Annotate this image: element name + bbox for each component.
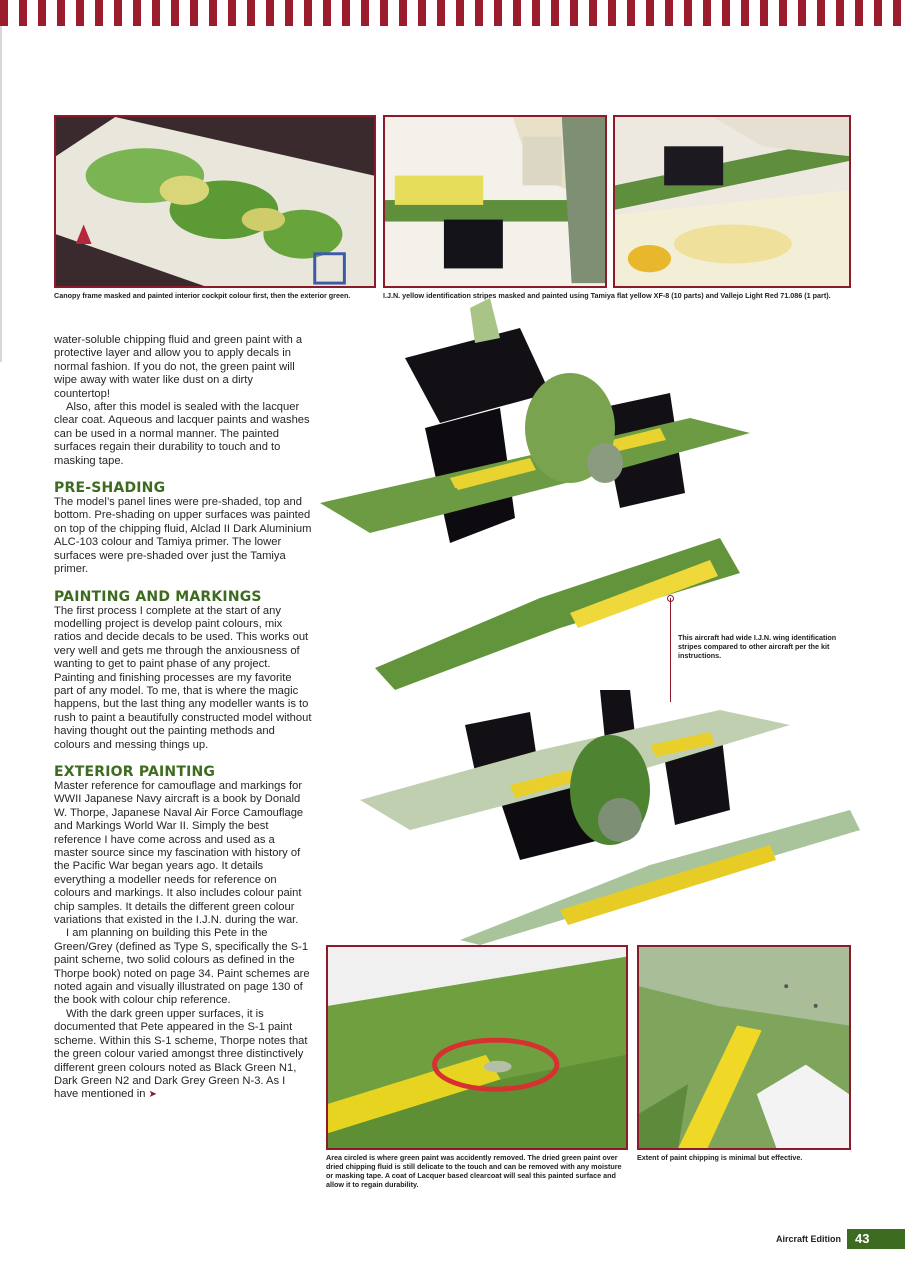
paragraph: water-soluble chipping fluid and green paint with a protective layer and allow you to apply decals in normal fashion. If you do not, the green paint will wipe away with water like dust on a dirty countertop!: [54, 334, 303, 400]
paragraph: Master reference for camouflage and markings for WWII Japanese Navy aircraft is a book by Donald W. Thorpe, Japanese Naval Air Force Camouflage and Markings World War II. Simply the best reference I have come across and used as a master source since my fascination with history of the Pacific War began years ago. It details everything a modeller needs for reference on colours and markings. It also includes colour paint chip samples. It details the different green colour variations that existed in the I.J.N. during the war.: [54, 779, 304, 927]
caption-wide-stripes: This aircraft had wide I.J.N. wing identification stripes compared to other aircraft per the kit instructions.: [678, 633, 837, 660]
photo-aircraft-lower: [320, 690, 860, 945]
paragraph: Also, after this model is sealed with the lacquer clear coat. Aqueous and lacquer paints and washes can be used in a normal manner. The painted surfaces regain their durability to touch and to masking tape.: [54, 401, 310, 467]
photo-canopy-masking: [54, 115, 376, 288]
photo-paint-chipping: [637, 945, 851, 1150]
paragraph: The model’s panel lines were pre-shaded, top and bottom. Pre-shading on upper surfaces was painted on top of the chipping fluid, Alclad II Dark Aluminium ALC-103 colour and Tamiya primer. The lower surfaces were pre-shaded over just the Tamiya primer.: [54, 496, 312, 576]
caption-yellow-stripes: I.J.N. yellow identification stripes masked and painted using Tamiya flat yellow XF-8 (10 parts) and Vallejo Light Red 71.086 (1 part).: [383, 291, 831, 300]
photo-yellow-stripes-masked: [383, 115, 607, 288]
continue-arrow-icon: ➤: [148, 1089, 157, 1101]
photo-wing-yellow-paint: [613, 115, 851, 288]
paragraph: I am planning on building this Pete in the Green/Grey (defined as Type S, specifically the S-1 paint scheme, two solid colours as defined in the Thorpe book) noted on page 34. Paint schemes are noted again and visually illustrated on page 130 of the book with colour chip reference.: [54, 927, 310, 1007]
caption-circled-area: Area circled is where green paint was accidently removed. The dried green paint over dried chipping fluid is still delicate to the touch and can be removed with any moisture or masking tape. A coat of Lacquer based clearcoat will seal this painted surface and allow it to regain durability.: [326, 1153, 622, 1189]
decorative-top-band: [0, 0, 905, 26]
caption-chipping: Extent of paint chipping is minimal but effective.: [637, 1153, 803, 1162]
heading-exterior-painting: EXTERIOR PAINTING: [54, 763, 216, 780]
photo-aircraft-upper: [300, 298, 860, 690]
callout-pointer-line: [670, 598, 671, 702]
heading-preshading: PRE-SHADING: [54, 480, 166, 497]
heading-painting-markings: PAINTING AND MARKINGS: [54, 588, 262, 605]
photo-green-paint-removed: [326, 945, 628, 1150]
paragraph-text: With the dark green upper surfaces, it is documented that Pete appeared in the S-1 paint scheme. Within this S-1 scheme, Thorpe notes that the green colour varied amongst three distinctively different green colours noted as Black Green N1, Dark Green N2 and Dark Grey Green N-3. As I have mentioned in: [54, 1007, 308, 1101]
left-margin-rule: [0, 26, 2, 362]
paragraph: The first process I complete at the start of any modelling project is develop paint colours, mix ratios and decide decals to be used. This works out very well and gets me through the anxiousness of wanting to get to paint phase of any project. Painting and finishing processes are my favorite part of any model. To me, that is where the magic happens, but the last thing any modeller wants is to rush to paint a beautifully constructed model without having thought out the painting methods and colours and messing things up.: [54, 604, 312, 751]
page-number: 43: [847, 1229, 905, 1249]
caption-canopy: Canopy frame masked and painted interior cockpit colour first, then the exterior green.: [54, 291, 351, 300]
article-body: [54, 334, 312, 1102]
paragraph-last: [54, 1008, 312, 1102]
footer-edition: Aircraft Edition: [775, 1234, 841, 1244]
